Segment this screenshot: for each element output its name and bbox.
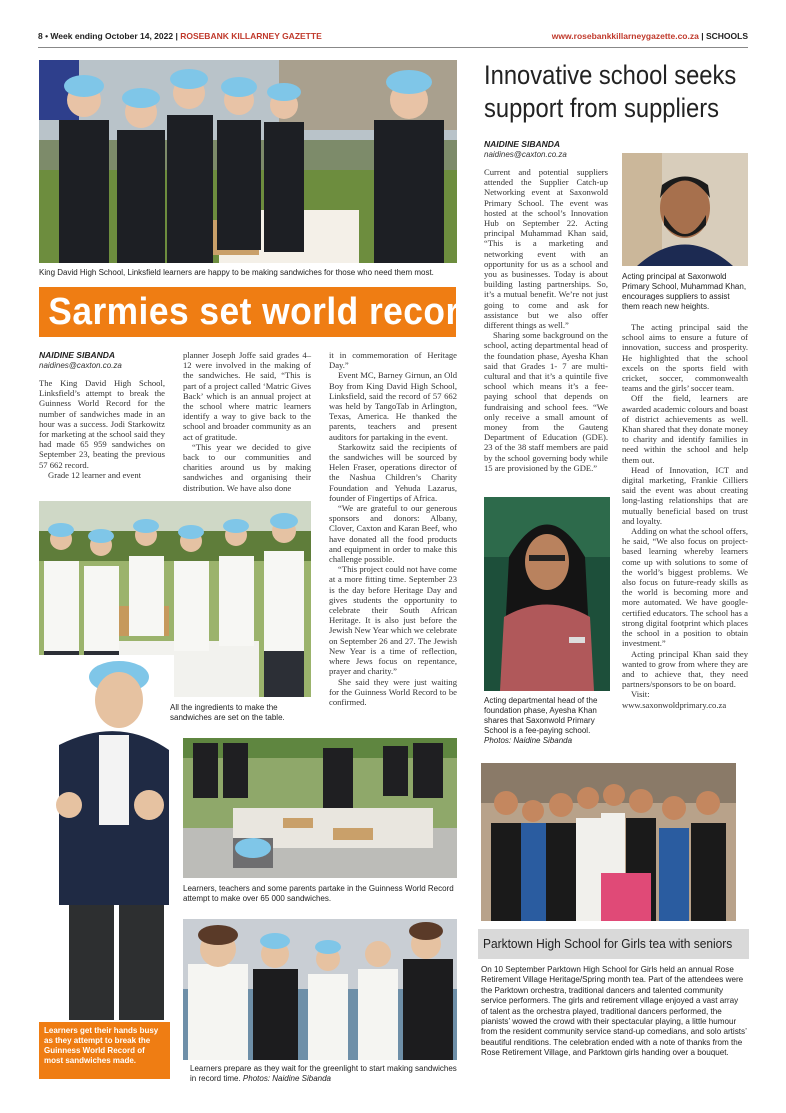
caption-ingredients: All the ingredients to make the sandwiches are set on the table. (170, 703, 285, 722)
page-header (38, 31, 748, 45)
parktown-headline: Parktown High School for Girls tea with seniors (483, 936, 733, 951)
side-story-col1 (484, 167, 608, 473)
paragraph: planner Joseph Joffe said grades 4–12 were involved in the making of the sandwiches. He said, “This is part of a project called ‘Matric Gives Back’ which is an annual project at the school where matric learners identify a way to give back to the school and broader community as an act of gratitude. (183, 350, 311, 442)
caption-top-photo: King David High School, Linksfield learners are happy to be making sandwiches for those who need them most. (39, 268, 434, 277)
paragraph: She said they were just waiting for the Guinness World Record to be confirmed. (329, 676, 457, 707)
paragraph: it in commemoration of Heritage Day.” (329, 350, 457, 371)
section-name: SCHOOLS (705, 31, 748, 41)
photo-boy-thumbs-up (39, 655, 174, 1020)
paragraph: Current and potential suppliers attended the Supplier Catch-up Networking event at Saxonwold Primary School. The event was hosted at the school’s Innovation Hub on September 22. Acting principal Muhammad Khan said, “This is a marketing and networking event with an opportunity for us as a school and you as businesses. Today is about building lasting partnerships. So, it’s a mutual benefit. We’re not just going to come and ask for assistance but we also offer different things as well.” (484, 167, 608, 331)
paragraph: “We are grateful to our generous sponsors and donors: Albany, Clover, Caxton and Karan Beef, who have donated all the food products and equipment in order to make this challenge possible. (329, 503, 457, 565)
photo-parktown-girls-image (481, 763, 736, 921)
paragraph: Visit: www.saxonwoldprimary.co.za (622, 689, 727, 710)
header-rule (38, 47, 748, 48)
paragraph: Adding on what the school offers, he said, “We also focus on project-based learning whereby learners come up with solutions to some of the world’s biggest problems. We also focus on future-ready skills as the world is becoming more and more automated. We have google-certified educators. The school has a strong digital footprint which places the school in a position to obtain investment.” (622, 526, 748, 649)
photo-prepare-image (183, 919, 457, 1060)
photo-ayesha-khan-image (484, 497, 610, 691)
paragraph: “This project could not have come at a more fitting time. September 23 is the day before Heritage Day and gives students the opportunity to celebrate their South African Heritage. It is also just before the Jewish New Year which we celebrate on September 26 and 27. The Jewish New Year is a time of reflection, where Jews focus on repentance, prayer and charity.” (329, 564, 457, 677)
paragraph: Acting principal Khan said they wanted to grow from where they are and to achieve that, they need partners/sponsors to be on board. (622, 648, 748, 690)
main-byline-author: NAIDINE SIBANDA (39, 350, 116, 360)
paragraph: The acting principal said the school aims to ensure a future of innovation, success and prosperity. He highlighted that the school excels on the sports field with cricket, soccer, commonwealth teams and the girls’ soccer team. (622, 322, 748, 394)
orange-caption-box: Learners get their hands busy as they attempt to break the Guinness World Record of most sandwiches made. (39, 1022, 170, 1079)
paragraph: Starkowitz said the recipients of the sandwiches will be sourced by Helen Fraser, operations director of the Nashua Children’s Charity Foundation and Yehuda Lazarus, founder of Fingertips of Africa. (329, 441, 457, 503)
paragraph: Off the field, learners are awarded academic colours and boast of district achievements as well. Khan shared that they donate money to charity and identify families in need within the school and help them out. (622, 393, 748, 465)
parktown-body (481, 965, 747, 1059)
main-headline: Sarmies set world record (48, 291, 482, 333)
photo-learners-hairnets-image (39, 60, 457, 263)
photo-boy-thumbs-up-image (39, 655, 174, 1020)
section-label (552, 31, 748, 41)
headline-banner (39, 287, 482, 337)
photo-principal-khan-image (622, 153, 748, 266)
caption-prepare-credit: Photos: Naidine Sibanda (242, 1074, 331, 1083)
caption-principal-khan: Acting principal at Saxonwold Primary School, Muhammad Khan, encourages suppliers to assist them reach new heights. (622, 272, 747, 311)
page-line: 8 • Week ending October 14, 2022 | (38, 31, 178, 41)
caption-partake: Learners, teachers and some parents partake in the Guinness World Record attempt to make over 65 000 sandwiches. (183, 884, 454, 903)
paragraph: On 10 September Parktown High School for Girls held an annual Rose Retirement Village Heritage/Spring month tea. Part of the attendees were the Parktown orchestra, traditional dancers and talented community service performers. The girls and retirement village enjoyed a vast array of talent as the orchestra played, traditional dancers performed, the pianists’ wowed the crowd with their spectacular playing, a little humour from the resident community service stand-up comedians, and solo artists’ beautiful renditions. The celebration ended with a note of thanks from the Rose Retirement Village, and Parktown girls handing over a bouquet. (481, 965, 747, 1058)
header-separator: | (701, 31, 704, 41)
paragraph: Event MC, Barney Girnun, an Old Boy from King David High School, Linksfield, said the record of 57 662 was held by TangoTab in Arlington, Texas, America. He thanked the parents, teachers and present auditors for partaking in the event. (329, 370, 457, 442)
paragraph: Sharing some background on the school, acting departmental head of the foundation phase, Ayesha Khan said that Grades 1- 7 are multi-cultural and that it’s a quintile five school which means it’s a fee-paying school that depends on fundraising and school fees. “We only receive a small amount of money from the Gauteng Department of Education (GDE). 23 of the 38 staff members are paid by the school governing body while 15 are provisioned by the GDE.” (484, 330, 608, 473)
side-story-col2 (622, 322, 748, 710)
photo-principal-khan (622, 153, 748, 266)
paragraph: Grade 12 learner and event (48, 469, 142, 480)
side-headline-line1: Innovative school seeks (484, 60, 737, 90)
parktown-headline-bar (478, 929, 749, 959)
side-headline-line2: support from suppliers (484, 93, 720, 123)
photo-parktown-girls (481, 763, 736, 921)
photo-partake (183, 738, 457, 878)
main-story-col1 (39, 378, 165, 480)
photo-learners-hairnets (39, 60, 457, 263)
main-story-col3 (329, 350, 457, 707)
caption-ayesha-credit: Photos: Naidine Sibanda (484, 736, 573, 745)
page-folio (38, 31, 322, 41)
paragraph: The King David High School, Linksfield’s attempt to break the Guinness World Record for the number of sandwiches made in an hour was a success. Jodi Starkowitz for marketing at the school said they had made 65 959 sandwiches on September 23, beating the previous 57 662 record. (39, 378, 165, 470)
photo-ayesha-khan (484, 497, 610, 691)
paper-name: ROSEBANK KILLARNEY GAZETTE (180, 31, 322, 41)
site-url[interactable]: www.rosebankkillarneygazette.co.za (551, 31, 699, 41)
main-byline-email[interactable]: naidines@caxton.co.za (39, 361, 122, 370)
main-story-col2 (183, 350, 311, 493)
caption-prepare (190, 1064, 460, 1084)
side-byline-author: NAIDINE SIBANDA (484, 139, 561, 149)
paragraph: Head of Innovation, ICT and digital marketing, Frankie Cilliers said the event was about creating long-lasting relationships that are mutually beneficial based on trust and loyalty. (622, 464, 748, 526)
side-byline-email[interactable]: naidines@caxton.co.za (484, 150, 567, 159)
paragraph: “This year we decided to give back to our communities and charities around us by making sandwiches and organising their distribution. We have also done (183, 441, 311, 493)
caption-ayesha-khan (484, 696, 610, 746)
caption-prepare-text: Learners prepare as they wait for the greenlight to start making sandwiches in record time. (190, 1064, 457, 1083)
photo-partake-image (183, 738, 457, 878)
photo-prepare (183, 919, 457, 1060)
caption-ayesha-text: Acting departmental head of the foundation phase, Ayesha Khan shares that Saxonwold Primary School is a fee-paying school. (484, 696, 598, 735)
